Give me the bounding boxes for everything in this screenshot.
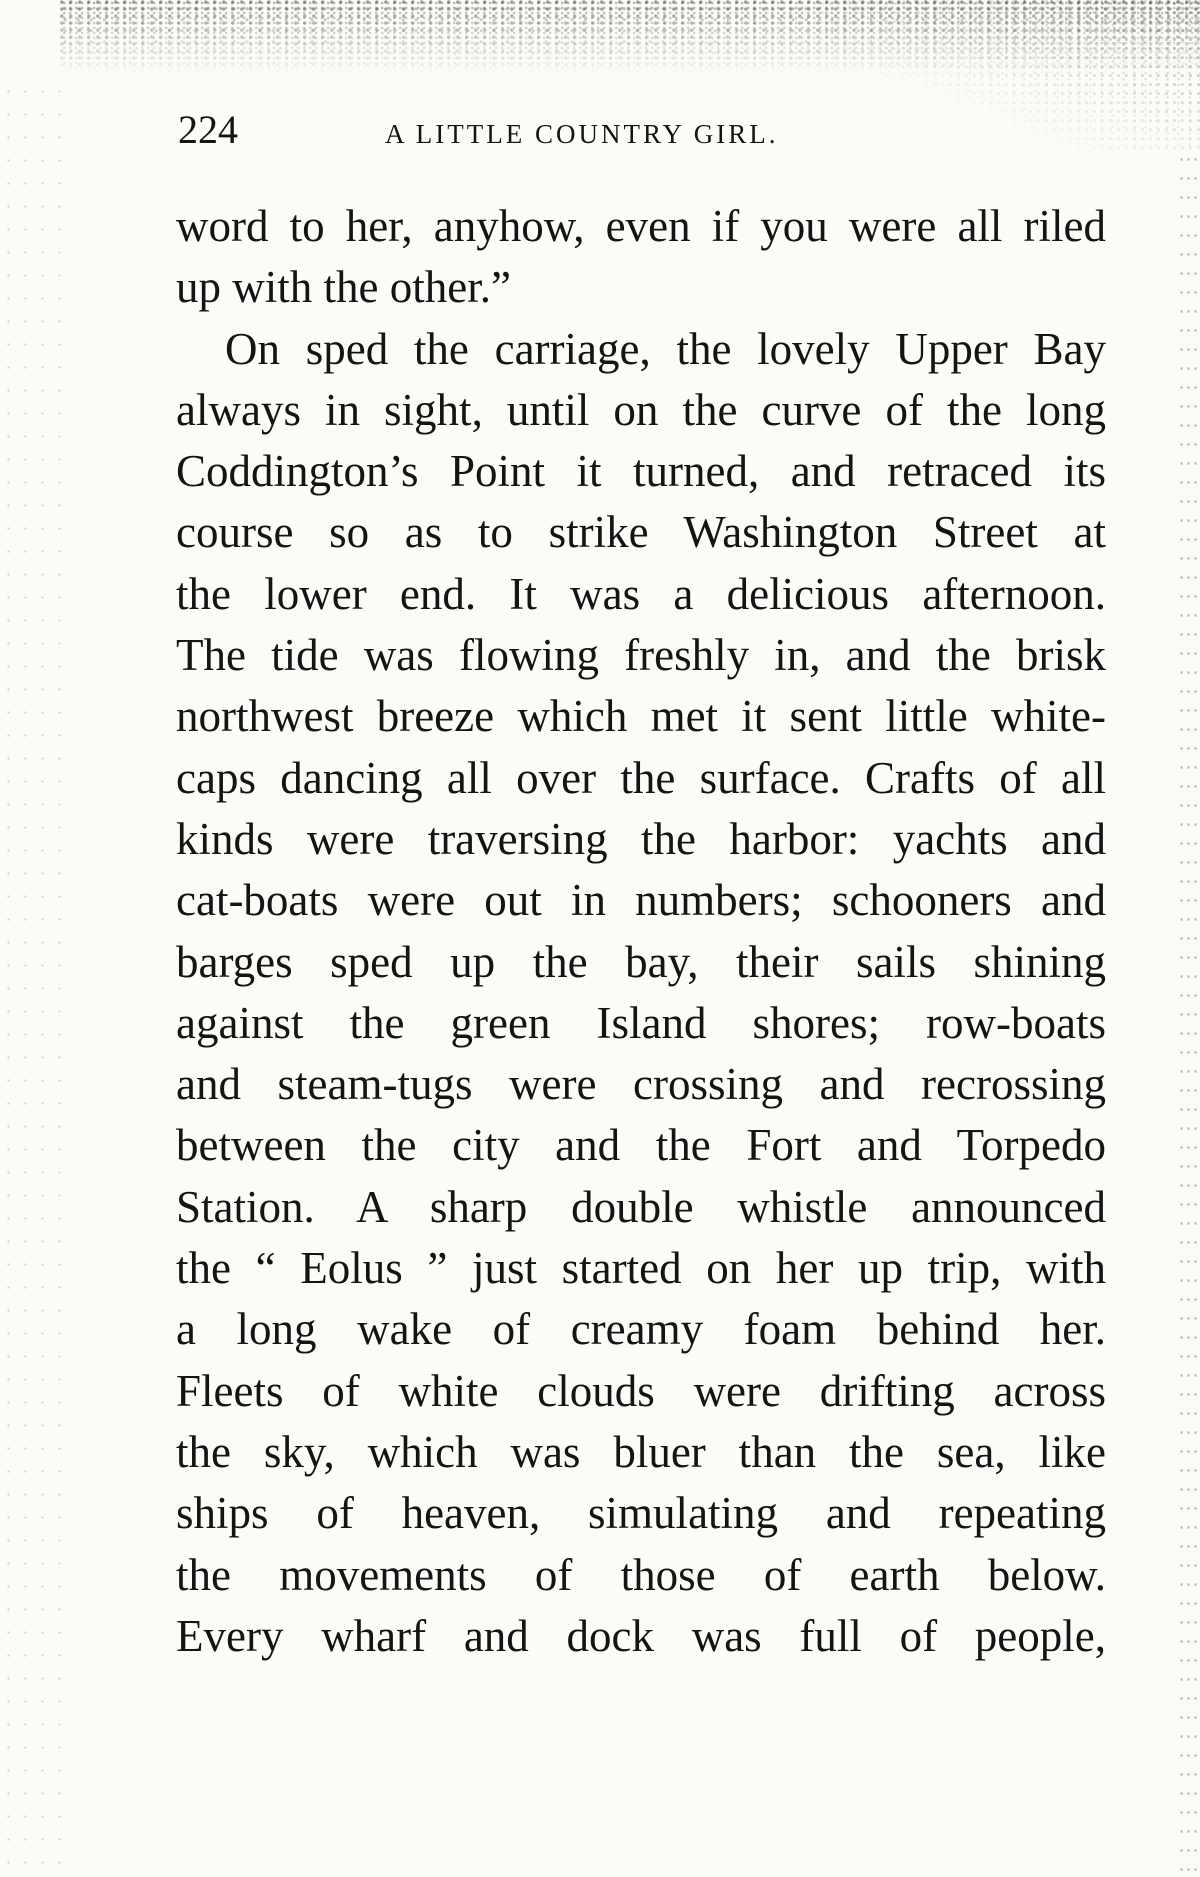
text-line: up with the other.” <box>176 262 511 313</box>
text-line: word to her, anyhow, even if you were all riled <box>176 201 1106 251</box>
text-line: caps dancing all over the surface. Crafts of all <box>176 752 1106 803</box>
text-line: Station. A sharp double whistle announced <box>176 1181 1106 1232</box>
text-line: Every wharf and dock was full of people, <box>176 1610 1106 1661</box>
scan-noise-right <box>1178 150 1200 1877</box>
page-number: 224 <box>178 107 238 152</box>
text-line: Coddington’s Point it turned, and retraced its <box>176 446 1106 497</box>
text-line: The tide was flowing freshly in, and the brisk <box>176 630 1106 681</box>
text-line: against the green Island shores; row-boats <box>176 997 1106 1048</box>
text-line: kinds were traversing the harbor: yachts and <box>176 813 1106 864</box>
text-line: On sped the carriage, the lovely Upper Bay <box>225 323 1106 374</box>
scan-noise-left <box>0 80 70 1877</box>
text-line: ships of heaven, simulating and repeating <box>176 1488 1106 1539</box>
text-line: northwest breeze which met it sent little white- <box>176 691 1106 742</box>
body-text <box>176 196 1106 1667</box>
text-line: cat-boats were out in numbers; schooners and <box>176 875 1106 926</box>
text-line: between the city and the Fort and Torpedo <box>176 1120 1106 1171</box>
text-line: barges sped up the bay, their sails shining <box>176 936 1106 987</box>
running-head: A LITTLE COUNTRY GIRL. <box>385 119 779 149</box>
text-line: and steam-tugs were crossing and recrossing <box>176 1059 1106 1110</box>
text-line: the movements of those of earth below. <box>176 1549 1106 1600</box>
text-line: the “ Eolus ” just started on her up trip, with <box>176 1243 1106 1294</box>
text-line: the lower end. It was a delicious afternoon. <box>176 568 1106 619</box>
text-line: the sky, which was bluer than the sea, like <box>176 1426 1106 1477</box>
text-line: a long wake of creamy foam behind her. <box>176 1304 1106 1355</box>
text-line: always in sight, until on the curve of the long <box>176 384 1106 435</box>
text-line: course so as to strike Washington Street at <box>176 507 1106 558</box>
text-line: Fleets of white clouds were drifting across <box>176 1365 1106 1416</box>
page-header <box>178 100 1108 160</box>
